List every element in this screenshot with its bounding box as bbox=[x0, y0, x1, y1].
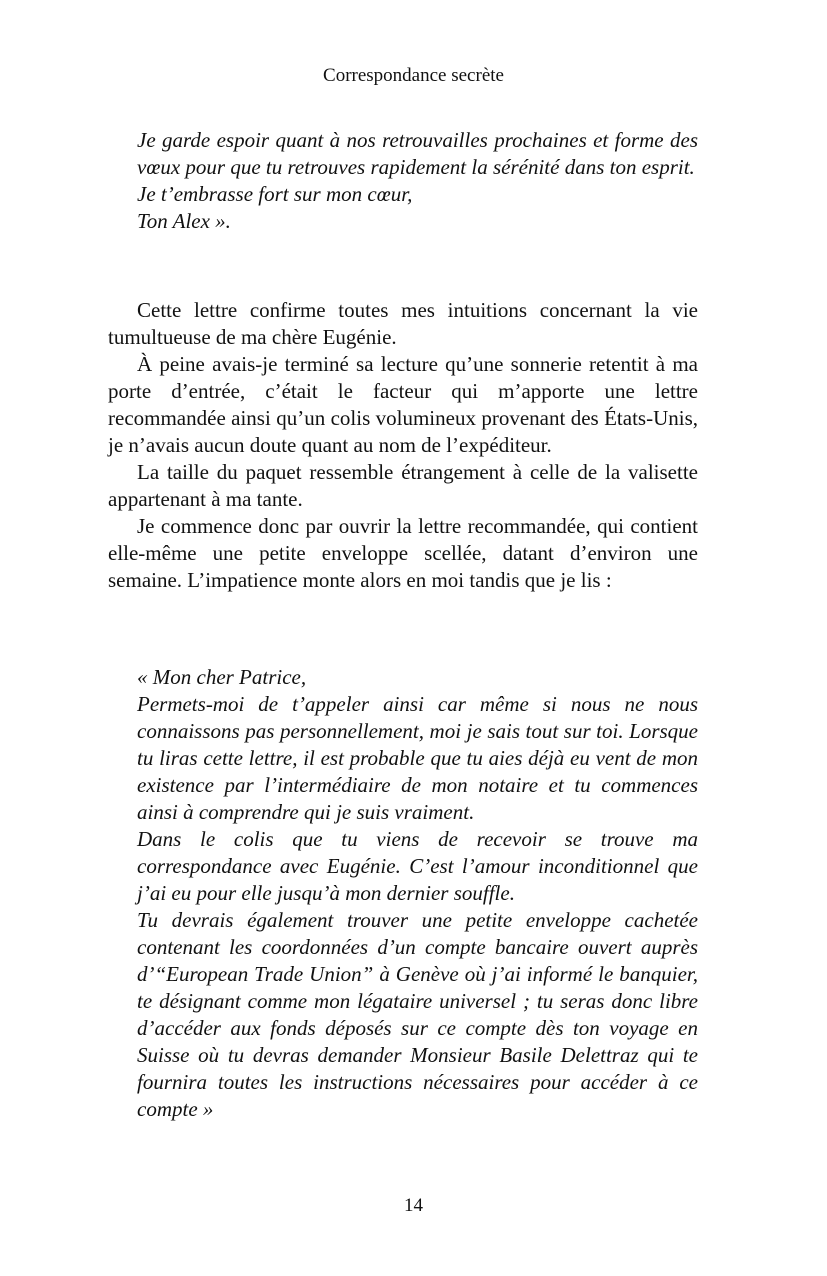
letter-paragraph: Dans le colis que tu viens de recevoir se trouve ma correspondance avec Eugénie. C’est l’amour inconditionnel que j’ai eu pour elle jusqu’à mon dernier souffle. bbox=[137, 827, 698, 905]
narrative-section bbox=[108, 297, 698, 594]
running-header: Correspondance secrète bbox=[323, 65, 504, 86]
letter-signature: Ton Alex ». bbox=[137, 209, 231, 233]
narrative-paragraph: Cette lettre confirme toutes mes intuitions concernant la vie tumultueuse de ma chère Eugénie. bbox=[108, 298, 698, 349]
letter-closing: Je t’embrasse fort sur mon cœur, bbox=[137, 182, 413, 206]
page-number: 14 bbox=[404, 1195, 423, 1216]
letter-paragraph: Permets-moi de t’appeler ainsi car même si nous ne nous connaissons pas personnellement, moi je sais tout sur toi. Lorsque tu liras cette lettre, il est probable que tu aies déjà eu vent de mon existence par l’intermédiaire de mon notaire et tu commences ainsi à comprendre qui je suis vraiment. bbox=[137, 692, 698, 824]
letter-ending-paragraph: Je garde espoir quant à nos retrouvailles prochaines et forme des vœux pour que tu retrouves rapidement la sérénité dans ton esprit. bbox=[137, 128, 698, 179]
quoted-letter bbox=[137, 664, 698, 1123]
letter-paragraph: Tu devrais également trouver une petite enveloppe cachetée contenant les coordonnées d’un compte bancaire ouvert auprès d’“European Trade Union” à Genève où j’ai informé le banquier, te désignant comme mon légataire universel ; tu seras donc libre d’accéder aux fonds déposés sur ce compte dès ton voyage en Suisse où tu devras demander Monsieur Basile Delettraz qui te fournira toutes les instructions nécessaires pour accéder à ce compte » bbox=[137, 908, 698, 1121]
narrative-paragraph: À peine avais-je terminé sa lecture qu’une sonnerie retentit à ma porte d’entrée, c’était le facteur qui m’apporte une lettre recommandée ainsi qu’un colis volumineux provenant des États-Unis, je n’avais aucun doute quant au nom de l’expéditeur. bbox=[108, 352, 698, 457]
letter-ending bbox=[137, 127, 698, 235]
letter-salutation: « Mon cher Patrice, bbox=[137, 665, 307, 689]
narrative-paragraph: Je commence donc par ouvrir la lettre recommandée, qui contient elle-même une petite enveloppe scellée, datant d’environ une semaine. L’impatience monte alors en moi tandis que je lis : bbox=[108, 514, 698, 592]
narrative-paragraph: La taille du paquet ressemble étrangement à celle de la valisette appartenant à ma tante. bbox=[108, 460, 698, 511]
